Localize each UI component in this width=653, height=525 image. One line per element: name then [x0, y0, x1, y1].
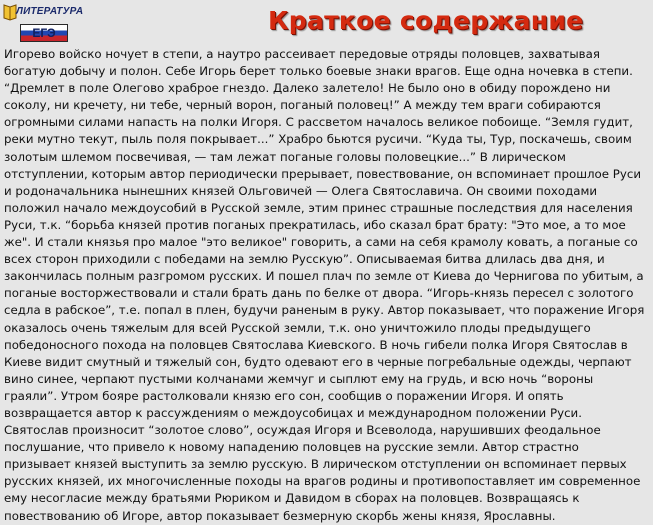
logo	[0, 0, 84, 46]
page-title: Краткое содержание	[268, 6, 584, 35]
logo-flag-badge: ЕГЭ	[20, 24, 68, 42]
summary-text: Игорево войско ночует в степи, а наутро рассеивает передовые отряды половцев, захватывая богатую добычу и полон. Себе Игорь берет только боевые знаки врагов. Еще одна ночевка в степи. “Дремлет в поле Олегово храброе гнездо. Далеко залетело! Не было оно в обиду порождено ни соколу, ни кречету, ни тебе, черный ворон, поганый половец!” А между тем враги собираются огромными силами напасть на полки Игоря. С рассветом началось великое побоище. “Земля гудит, реки мутно текут, пыль поля покрывает...” Храбро бьются русичи. “Куда ты, Тур, поскачешь, своим золотым шлемом посвечивая, — там лежат поганые головы половецкие...” В лирическом отступлении, которым автор периодически прерывает, повествование, он вспоминает прошлое Руси и родоначальника нынешних князей Ольговичей — Олега Святославича. Он своими походами положил начало междоусобий в Русской земле, этим принес страшные последствия для населения Руси, т.к. “борьба князей против поганых прекратилась, ибо сказал брат брату: "Это мое, а то мое же". И стали князья про малое "это великое" говорить, а сами на себя крамолу ковать, а поганые со всех сторон приходили с победами на землю Русскую”. Описываемая битва длилась два дня, и закончилась полным разгромом русских. И пошел плач по земле от Киева до Чернигова по убитым, а поганые восторжествовали и стали брать дань по белке от двора. “Игорь-князь пересел с золотого седла в рабское”, т.е. попал в плен, будучи раненым в руку. Автор показывает, что поражение Игоря оказалось очень тяжелым для всей Русской земли, т.к. оно уничтожило плоды предыдущего победоносного похода на половцев Святослава Киевского. В ночь гибели полка Игоря Святослав в Киеве видит смутный и тяжелый сон, будто одевают его в черные погребальные одежды, черпают вино синее, черпают пустыми колчанами жемчуг и сыплют ему на грудь, и всю ночь “вороны граяли”. Утром бояре растолковали князю его сон, сообщив о поражении Игоря. И опять возвращается автор к рассуждениям о междоусобицах и международном положении Руси. Святослав произносит “золотое слово”, осуждая Игоря и Всеволода, нарушивших феодальное послушание, что привело к новому нападению половцев на русские земли. Автор страстно призывает князей выступить за землю русскую. В лирическом отступлении он вспоминает первых русских князей, их многочисленные походы на врагов родины и противопоставляет им современное ему несогласие между братьями Рюриком и Давидом в сборах на половцев. Возвращаясь к повествованию об Игоре, автор показывает безмерную скорбь жены князя, Ярославны.	[4, 47, 645, 523]
logo-text: ЛИТЕРАТУРА	[16, 6, 84, 17]
